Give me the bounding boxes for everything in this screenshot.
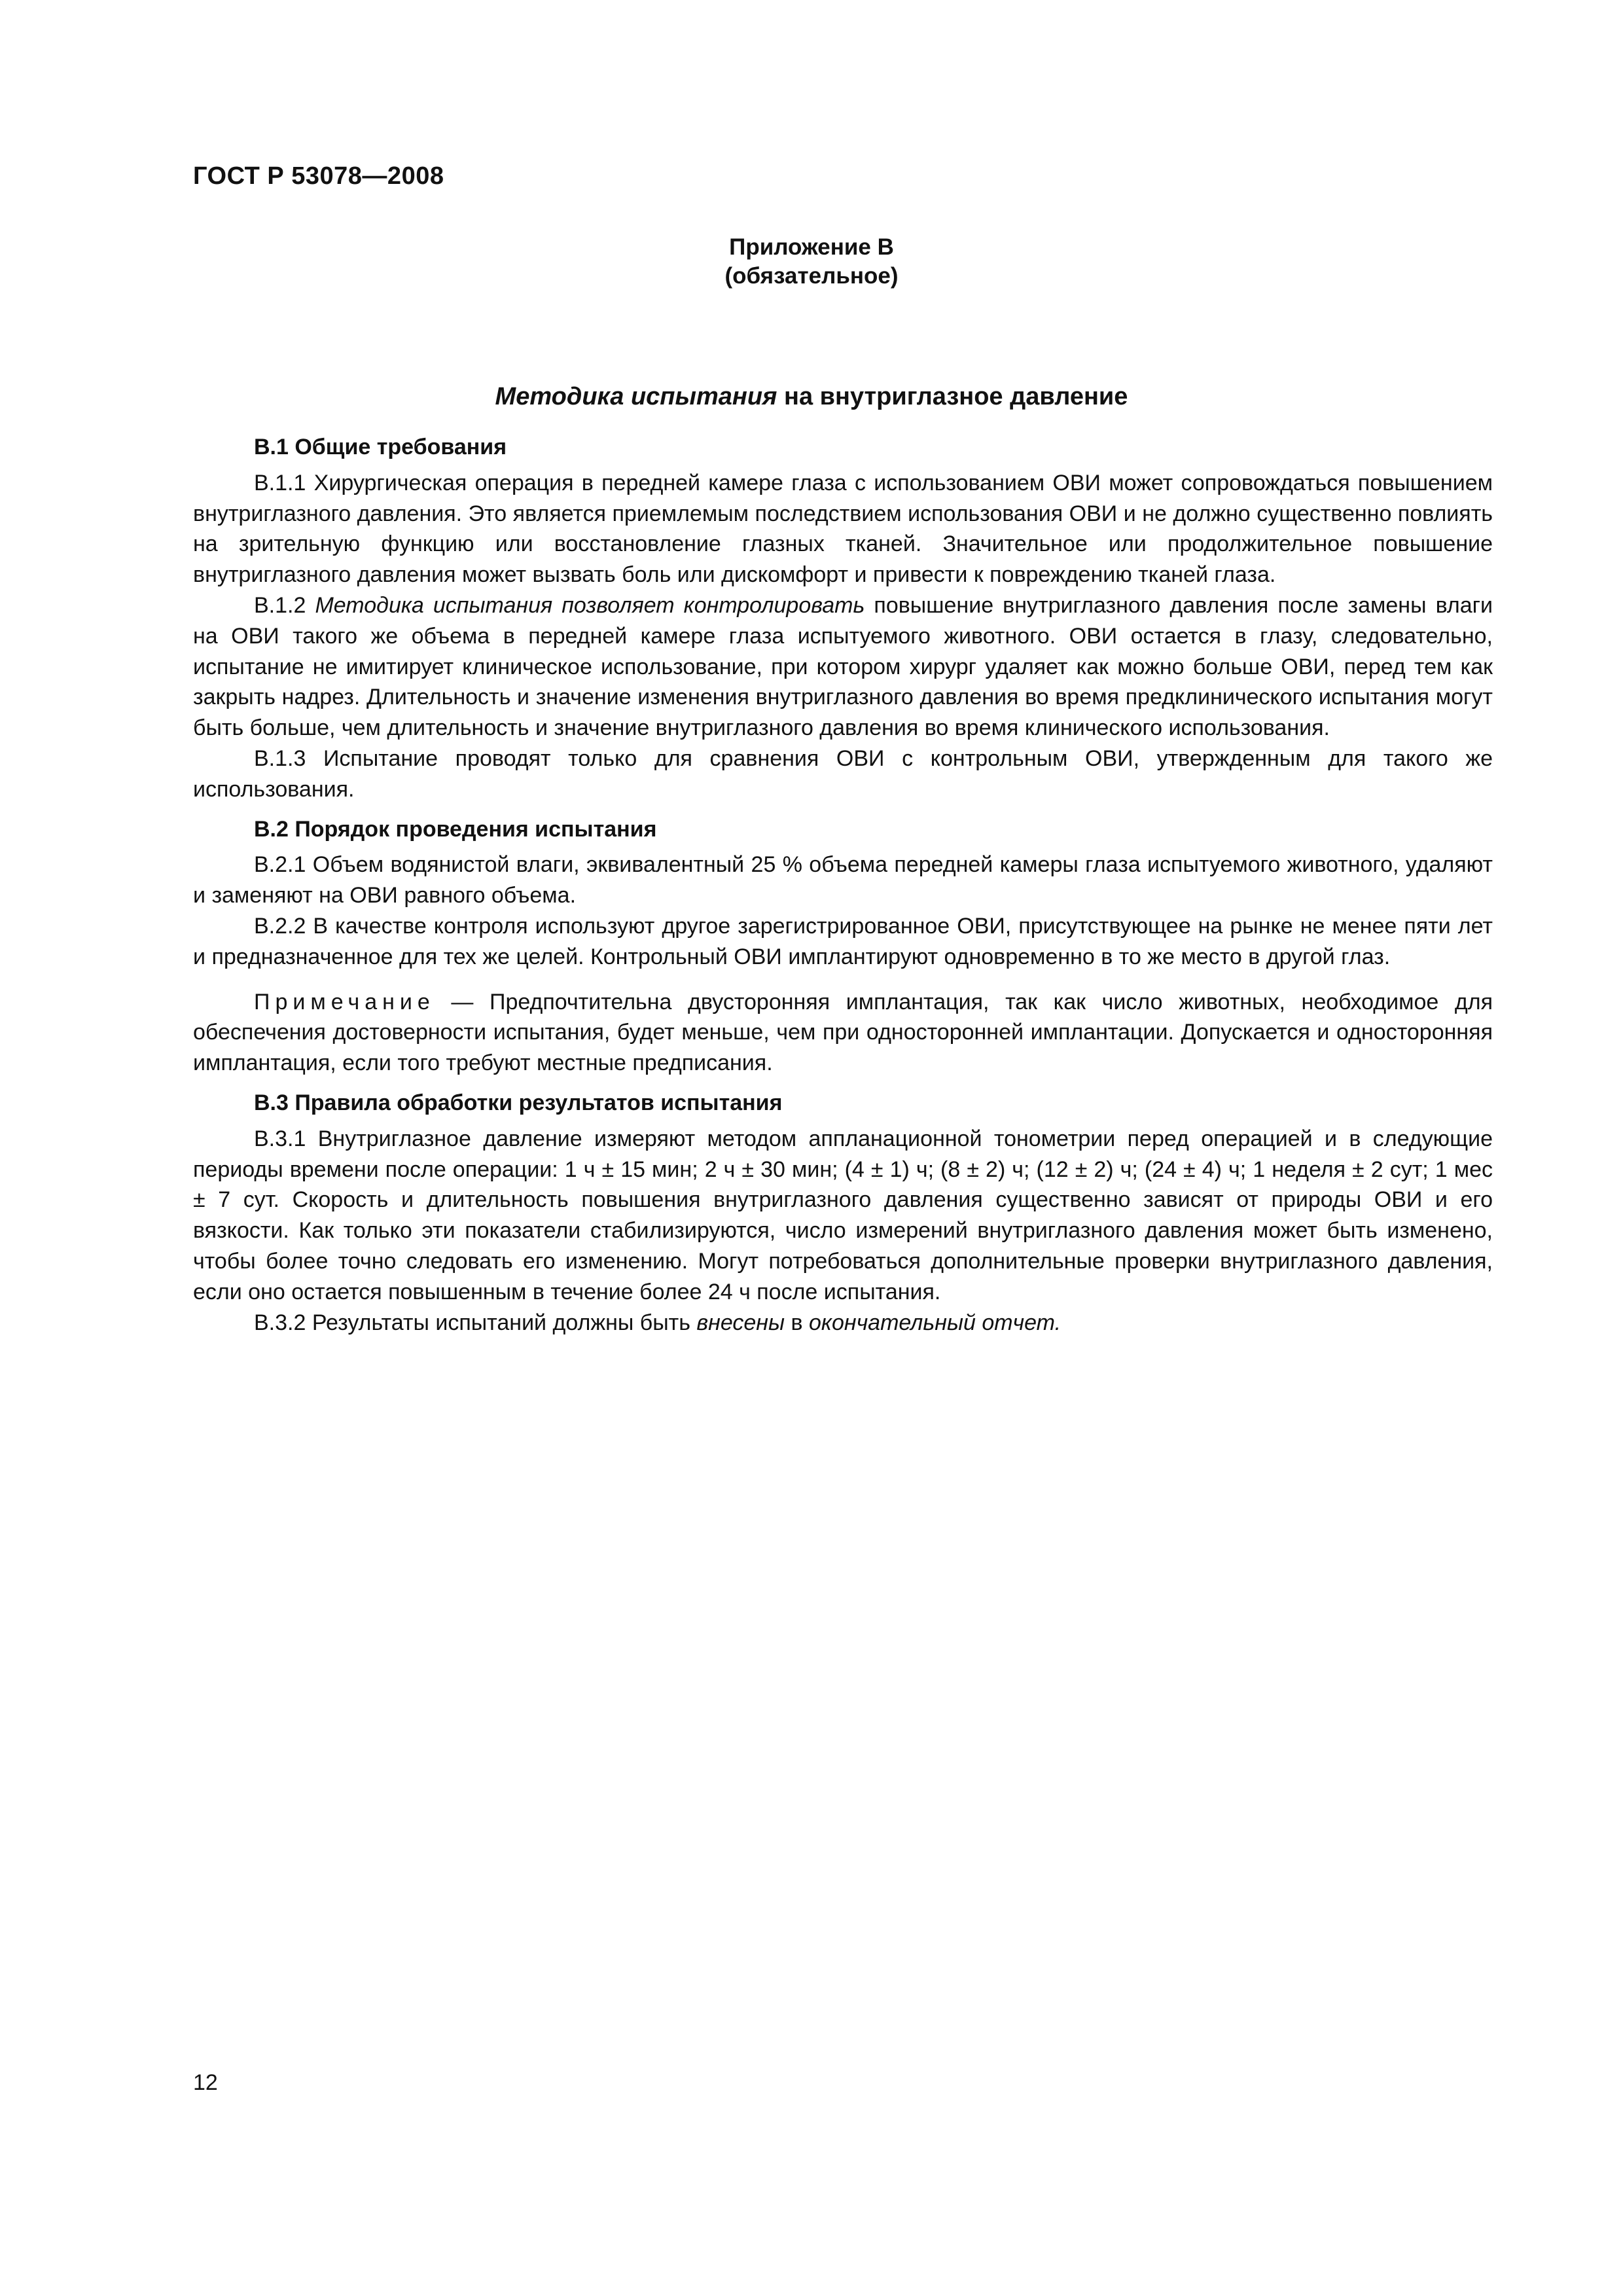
paragraph-b-1-1: В.1.1 Хирургическая операция в передней камере глаза с использованием ОВИ может сопровождаться повышением внутриглазного давления. Это является приемлемым последствием использования ОВИ и не должно существенно повлиять на зрительную функцию или восстановление глазных тканей. Значительное или продолжительное повышение внутриглазного давления может вызвать боль или дискомфорт и привести к повреждению тканей глаза. [193,470,1493,588]
paragraph-b-1-3: В.1.3 Испытание проводят только для сравнения ОВИ с контрольным ОВИ, утвержденным для такого же использования. [193,745,1493,802]
paragraph-b-1-2 [193,590,1493,744]
main-title-rest: на внутриглазное давление [777,383,1128,410]
paragraph-b-1-2-italic: Методика испытания позволяет контролировать [315,592,865,618]
section-heading-b3: В.3 Правила обработки результатов испытания [254,1090,783,1115]
document-code: ГОСТ Р 53078—2008 [193,162,444,190]
document-body [193,432,1493,1338]
paragraph-b-2-1: В.2.1 Объем водянистой влаги, эквивалентный 25 % объема передней камеры глаза испытуемого животного, удаляют и заменяют на ОВИ равного объема. [193,852,1493,908]
paragraph-b-1-2-text: повышение внутриглазного давления после замены влаги на ОВИ такого же объема в передней камере глаза испытуемого животного. ОВИ остается в глазу, следовательно, испытание не имитирует клиническое использование, при котором хирург удаляет как можно больше ОВИ, перед тем как закрыть надрез. Длительность и значение изменения внутриглазного давления во время предклинического испытания могут быть больше, чем длительность и значение внутриглазного давления во время клинического использования. [193,592,1493,741]
paragraph-b-3-1: В.3.1 Внутриглазное давление измеряют методом аппланационной тонометрии перед операцией и в следующие периоды времени после операции: 1 ч ± 15 мин; 2 ч ± 30 мин; (4 ± 1) ч; (8 ± 2) ч; (12 ± 2) ч; (24 ± 4) ч; 1 неделя ± 2 сут; 1 мес ± 7 сут. Скорость и длительность повышения внутриглазного давления существенно зависят от природы ОВИ и его вязкости. Как только эти показатели стабилизируются, число измерений внутриглазного давления может быть изменено, чтобы более точно следовать его изменению. Могут потребоваться дополнительные проверки внутриглазного давления, если оно остается повышенным в течение более 24 ч после испытания. [193,1126,1493,1304]
annex-title: Приложение В [729,234,894,260]
note-label: Примечание [254,989,435,1014]
note [193,987,1493,1079]
paragraph-b-3-2 [193,1308,1493,1338]
note-text: — Предпочтительна двусторонняя имплантация, так как число животных, необходимое для обеспечения достоверности испытания, будет меньше, чем при односторонней имплантации. Допускается и односторонняя имплантация, если того требуют местные предписания. [193,989,1493,1076]
annex-type: (обязательное) [724,263,899,289]
section-heading-b1: В.1 Общие требования [254,435,507,459]
page-number: 12 [193,2070,218,2095]
paragraph-b-3-2-italic-2: окончательный отчет. [808,1310,1061,1335]
paragraph-b-3-2-italic-1: внесены [696,1310,785,1335]
section-heading-b2: В.2 Порядок проведения испытания [254,816,657,842]
paragraph-b-2-2: В.2.2 В качестве контроля используют другое зарегистрированное ОВИ, присутствующее на рынке не менее пяти лет и предназначенное для тех же целей. Контрольный ОВИ имплантируют одновременно в то же место в другой глаз. [193,913,1493,969]
paragraph-b-1-2-number: В.1.2 [254,592,315,618]
paragraph-b-3-2-mid: в [785,1310,809,1335]
main-title-italic: Методика испытания [495,383,777,410]
paragraph-b-3-2-text: В.3.2 Результаты испытаний должны быть [254,1310,697,1335]
main-title [0,383,1623,411]
